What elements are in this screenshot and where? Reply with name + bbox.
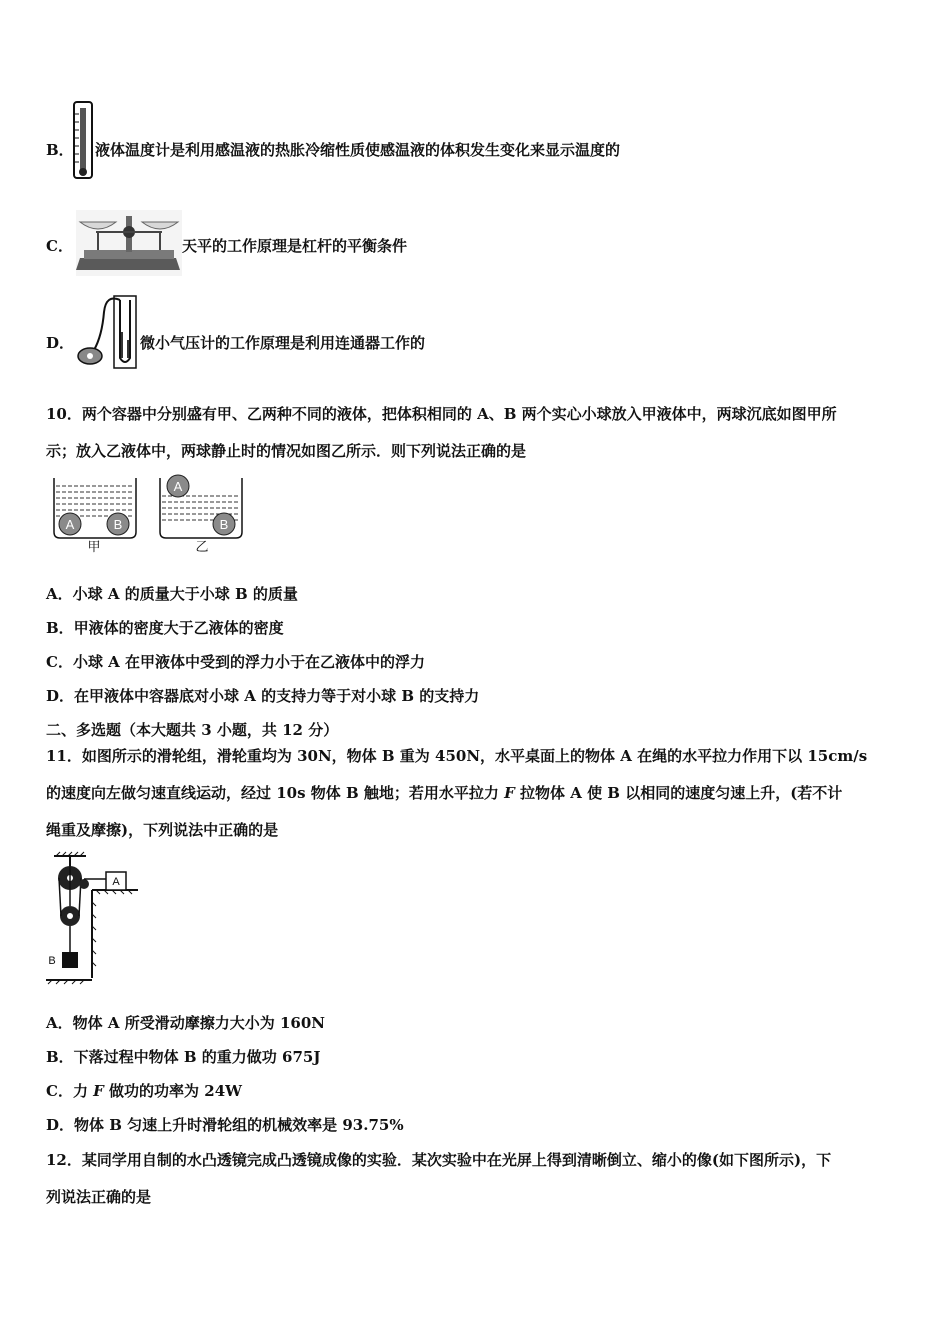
q11-stem-line1: 11．如图所示的滑轮组，滑轮重均为 30N，物体 B 重为 450N，水平桌面上的物体 A 在绳的水平拉力作用下以 15cm/s	[46, 747, 868, 765]
q9-option-b-label: B．	[46, 141, 74, 159]
q10-option-b: B．甲液体的密度大于乙液体的密度	[46, 619, 284, 637]
q11-option-c	[46, 1081, 242, 1101]
q11-option-c-f: F	[93, 1082, 104, 1100]
q10-option-c: C．小球 A 在甲液体中受到的浮力小于在乙液体中的浮力	[46, 653, 426, 671]
yi-ball-b-label: B	[219, 517, 229, 532]
q11-option-b: B．下落过程中物体 B 的重力做功 675J	[46, 1048, 321, 1066]
block-b-label: B	[48, 955, 56, 967]
pulley-system-figure	[44, 852, 144, 986]
q11-stem-line2-f: F	[504, 784, 515, 802]
q9-option-c-text: 天平的工作原理是杠杆的平衡条件	[182, 237, 408, 255]
q10-containers-figure	[50, 472, 250, 554]
q9-option-b	[46, 140, 74, 160]
q9-option-d	[46, 333, 74, 353]
jia-ball-b-label: B	[113, 517, 123, 532]
q12-stem-line1: 12．某同学用自制的水凸透镜完成凸透镜成像的实验．某次实验中在光屏上得到清晰倒立、缩小的像(如下图所示)，下	[46, 1151, 832, 1169]
q11-option-c-post: 做功的功率为 24W	[103, 1082, 242, 1100]
section-heading: 二、多选题（本大题共 3 小题，共 12 分）	[46, 721, 339, 739]
q9-option-c-label: C．	[46, 237, 73, 255]
q11-stem-line2-b: 拉物体 A 使 B 以相同的速度匀速上升，(若不计	[514, 784, 843, 802]
caption-yi: 乙	[195, 540, 209, 555]
q12-stem-line2: 列说法正确的是	[46, 1188, 152, 1206]
q9-option-c	[46, 236, 73, 256]
jia-ball-a-label: A	[65, 517, 75, 532]
block-a-label: A	[112, 876, 120, 888]
q10-stem-line2: 示；放入乙液体中，两球静止时的情况如图乙所示．则下列说法正确的是	[46, 442, 527, 460]
container-yi	[160, 475, 242, 555]
q9-option-d-text: 微小气压计的工作原理是利用连通器工作的	[140, 334, 426, 352]
q11-stem-line2-a: 的速度向左做匀速直线运动，经过 10s 物体 B 触地；若用水平拉力	[46, 784, 505, 802]
q11-stem-line2	[46, 783, 842, 803]
yi-ball-a-label: A	[173, 479, 183, 494]
pressure-gauge-figure	[76, 292, 140, 372]
container-jia	[54, 478, 136, 555]
q11-stem-line3: 绳重及摩擦)，下列说法中正确的是	[46, 821, 279, 839]
caption-jia: 甲	[87, 540, 101, 555]
q11-option-c-pre: C．力	[46, 1082, 94, 1100]
q11-option-a: A．物体 A 所受滑动摩擦力大小为 160N	[46, 1014, 325, 1032]
q10-stem-line1: 10．两个容器中分别盛有甲、乙两种不同的液体，把体积相同的 A、B 两个实心小球放入甲液体中，两球沉底如图甲所	[46, 405, 837, 423]
q9-option-d-label: D．	[46, 334, 75, 352]
thermometer-figure	[72, 100, 96, 182]
q10-option-d: D．在甲液体中容器底对小球 A 的支持力等于对小球 B 的支持力	[46, 687, 480, 705]
balance-scale-figure	[76, 210, 182, 276]
q11-option-d: D．物体 B 匀速上升时滑轮组的机械效率是 93.75%	[46, 1116, 404, 1134]
q9-option-b-text: 液体温度计是利用感温液的热胀冷缩性质使感温液的体积发生变化来显示温度的	[95, 141, 621, 159]
q10-option-a: A．小球 A 的质量大于小球 B 的质量	[46, 585, 298, 603]
